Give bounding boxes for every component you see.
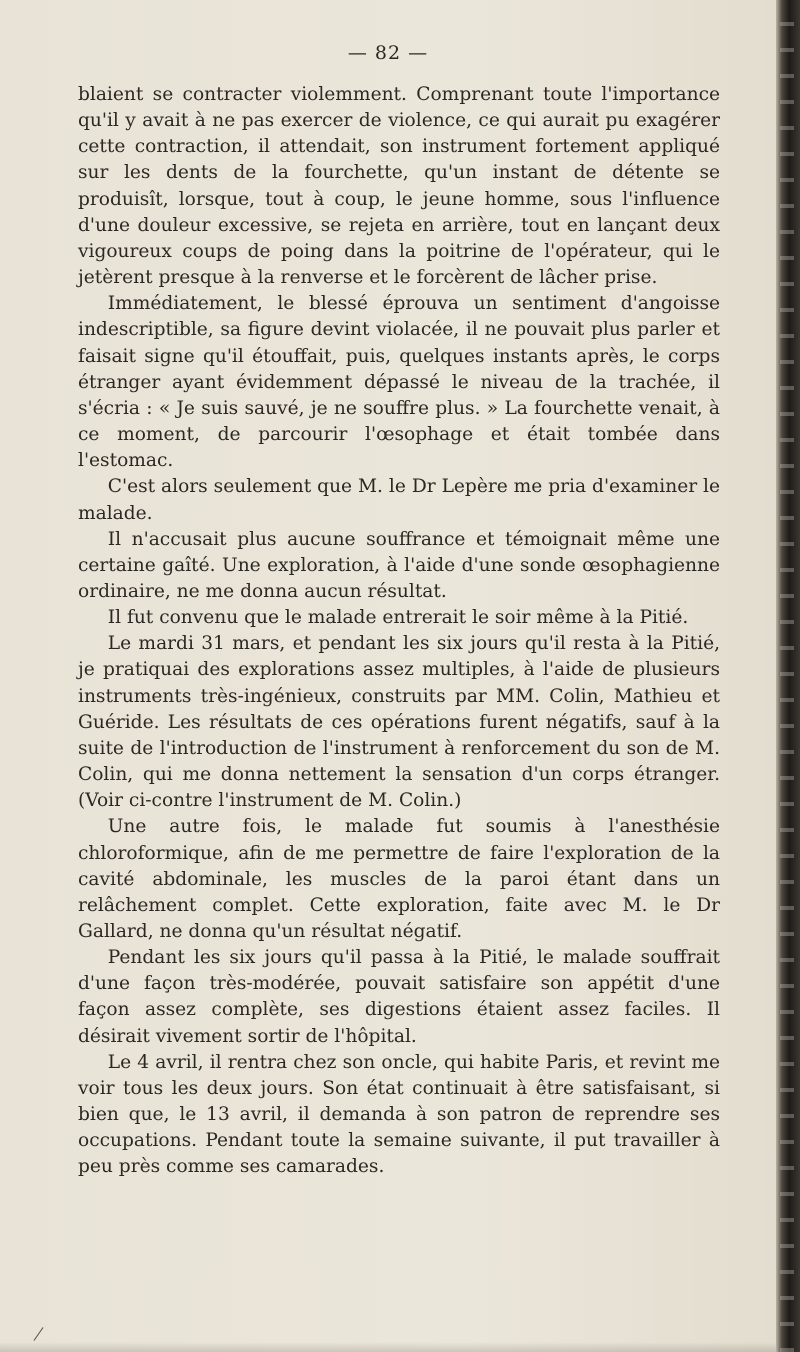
paragraph-4: Il n'accusait plus aucune souffrance et témoignait même une certaine gaîté. Une exploration, à l'aide d'une sonde œsophagienne ordinaire, ne me donna aucun résultat. bbox=[78, 528, 720, 602]
bottom-shadow bbox=[0, 1342, 776, 1352]
paragraph-5: Il fut convenu que le malade entrerait le soir même à la Pitié. bbox=[107, 607, 689, 629]
page-edge-texture bbox=[780, 0, 794, 1352]
paragraph-3: C'est alors seulement que M. le Dr Lepère me pria d'examiner le malade. bbox=[78, 476, 720, 524]
paragraph-1: blaient se contracter violemment. Comprenant toute l'importance qu'il y avait à ne pas exercer de violence, ce qui aurait pu exagérer cette contraction, il attendait, son instrument fortement appliqué sur les dents de la fourchette, qu'un instant de détente se produisît, lorsque, tout à coup, le jeune homme, sous l'influence d'une douleur excessive, se rejeta en arrière, tout en lançant deux vigoureux coups de poing dans la poitrine de l'opérateur, qui le jetèrent presque à la renverse et le forcèrent de lâcher prise. bbox=[78, 84, 720, 289]
paragraph-8: Pendant les six jours qu'il passa à la Pitié, le malade souffrait d'une façon très-modérée, pouvait satisfaire son appétit d'une façon assez complète, ses digestions étaient assez faciles. Il désirait vivement sortir de l'hôpital. bbox=[78, 947, 720, 1047]
paragraph-9: Le 4 avril, il rentra chez son oncle, qui habite Paris, et revint me voir tous les deux jours. Son état continuait à être satisfaisant, si bien que, le 13 avril, il demanda à son patron de reprendre ses occupations. Pendant toute la semaine suivante, il put travailler à peu près comme ses camarades. bbox=[78, 1051, 720, 1178]
page-number: — 82 — bbox=[347, 42, 429, 64]
paragraph-7: Une autre fois, le malade fut soumis à l'anesthésie chloroformique, afin de me permettre de faire l'exploration de la cavité abdominale, les muscles de la paroi étant dans un relâchement complet. Cette exploration, faite avec M. le Dr Gallard, ne donna qu'un résultat négatif. bbox=[78, 816, 720, 942]
paragraph-6: Le mardi 31 mars, et pendant les six jours qu'il resta à la Pitié, je pratiquai des explorations assez multiples, à l'aide de plusieurs instruments très-ingénieux, construits par MM. Colin, Mathieu et Guéride. Les résultats de ces opérations furent négatifs, sauf à la suite de l'introduction de l'instrument à renforcement du son de M. Colin, qui me donna nettement la sensation d'un corps étranger. (Voir ci-contre l'instrument de M. Colin.) bbox=[78, 633, 720, 812]
paragraph-2: Immédiatement, le blessé éprouva un sentiment d'angoisse indescriptible, sa figure devint violacée, il ne pouvait plus parler et faisait signe qu'il étouffait, puis, quelques instants après, le corps étranger ayant évidemment dépassé le niveau de la trachée, il s'écria : « Je suis sauvé, je ne souffre plus. » La fourchette venait, à ce moment, de parcourir l'œsophage et était tombée dans l'estomac. bbox=[78, 293, 720, 472]
pencil-mark bbox=[34, 1327, 44, 1341]
body-text bbox=[78, 82, 720, 1181]
